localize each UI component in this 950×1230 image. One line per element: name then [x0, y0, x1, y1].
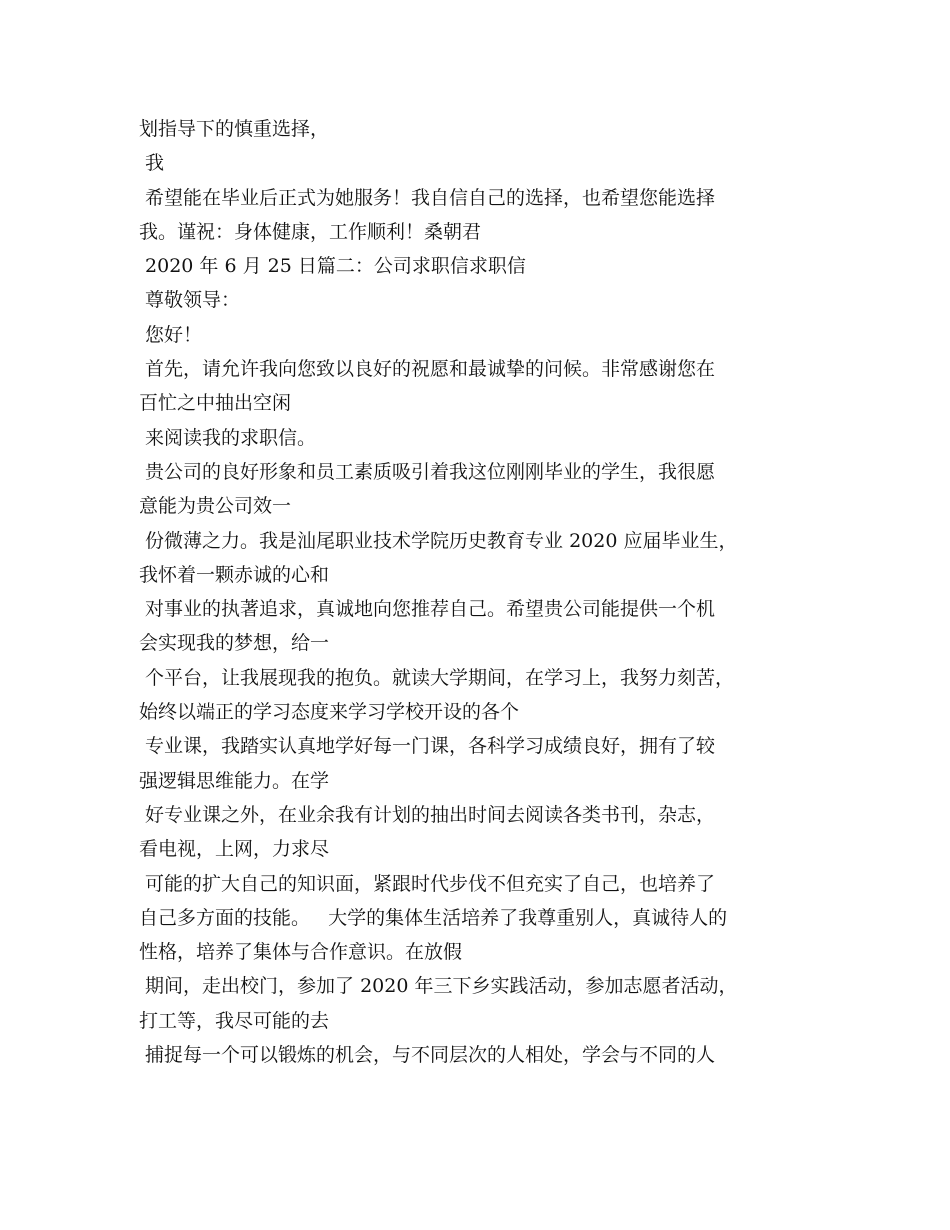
text-line: 可能的扩大自己的知识面，紧跟时代步伐不但充实了自己，也培养了: [139, 872, 716, 895]
salutation: 尊敬领导：: [139, 289, 241, 312]
text-line: 捕捉每一个可以锻炼的机会，与不同层次的人相处，学会与不同的人: [139, 1044, 716, 1067]
text-line: 贵公司的良好形象和员工素质吸引着我这位刚刚毕业的学生，我很愿: [139, 460, 716, 483]
text-line: 我: [139, 152, 165, 175]
text-line: 意能为贵公司效一: [139, 495, 292, 518]
text-line: 自己多方面的技能。 大学的集体生活培养了我尊重别人，真诚待人的: [139, 906, 728, 929]
text-line: 我怀着一颗赤诚的心和: [139, 563, 330, 586]
text-line: 份微薄之力。我是汕尾职业技术学院历史教育专业 2020 应届毕业生，: [139, 529, 738, 552]
text-line: 个平台，让我展现我的抱负。就读大学期间，在学习上，我努力刻苦，: [139, 666, 735, 689]
text-line: 划指导下的慎重选择，: [139, 118, 330, 140]
text-line: 首先，请允许我向您致以良好的祝愿和最诚挚的问候。非常感谢您在: [139, 358, 716, 381]
text-line: 好专业课之外，在业余我有计划的抽出时间去阅读各类书刊，杂志，: [139, 803, 716, 826]
text-line: 来阅读我的求职信。: [139, 426, 317, 449]
text-line: 对事业的执著追求，真诚地向您推荐自己。希望贵公司能提供一个机: [139, 598, 716, 621]
text-line: 期间，走出校门，参加了 2020 年三下乡实践活动，参加志愿者活动，: [139, 975, 738, 998]
text-line: 会实现我的梦想，给一: [139, 632, 330, 655]
text-line: 希望能在毕业后正式为她服务！我自信自己的选择，也希望您能选择: [139, 186, 716, 209]
body-text: [139, 112, 829, 1072]
text-line: 专业课，我踏实认真地学好每一门课，各科学习成绩良好，拥有了较: [139, 735, 716, 758]
text-line: 百忙之中抽出空闲: [139, 392, 292, 415]
text-line: 打工等，我尽可能的去: [139, 1009, 330, 1032]
text-line: 强逻辑思维能力。在学: [139, 769, 330, 792]
text-line: 始终以端正的学习态度来学习学校开设的各个: [139, 701, 520, 724]
text-line: 性格，培养了集体与合作意识。在放假: [139, 941, 463, 964]
text-line: 我。谨祝：身体健康，工作顺利！桑朝君: [139, 220, 482, 243]
greeting: 您好！: [139, 323, 203, 346]
text-line: 看电视，上网，力求尽: [139, 838, 330, 861]
date-and-heading: 2020 年 6 月 25 日篇二：公司求职信求职信: [139, 255, 526, 278]
